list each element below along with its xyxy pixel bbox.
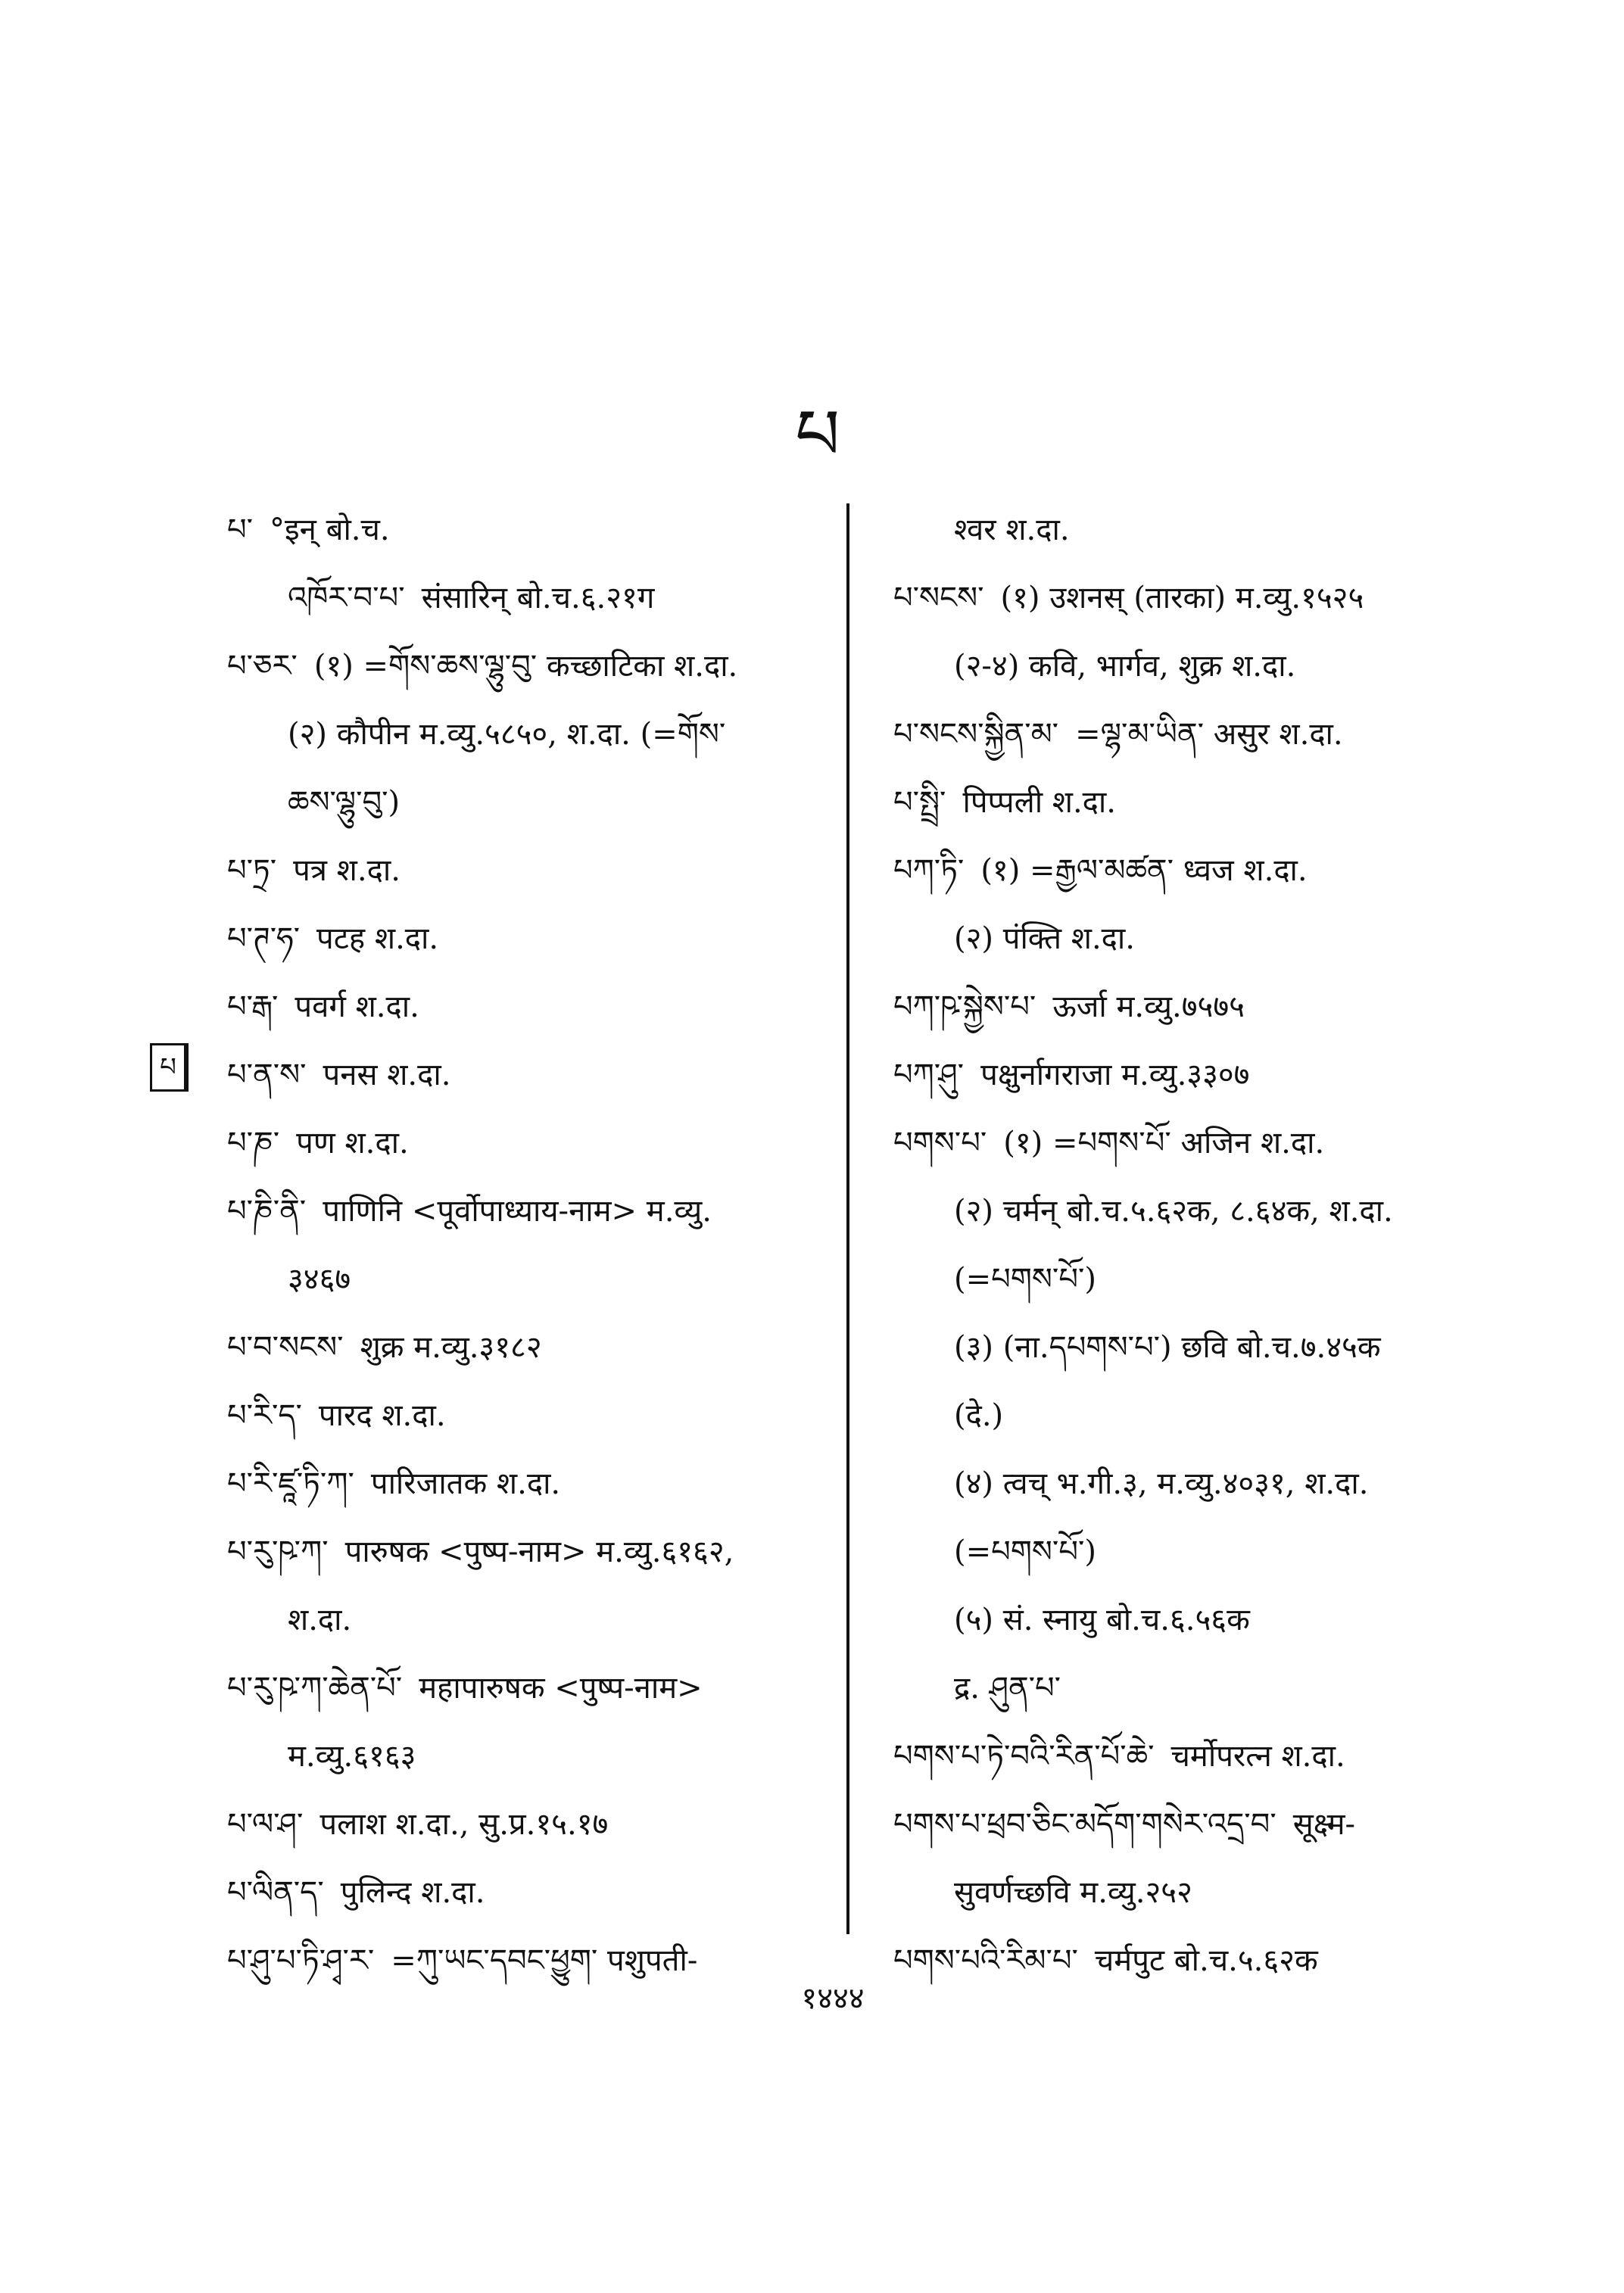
entry-continuation (893, 1245, 1484, 1313)
entry-continuation (227, 1722, 833, 1790)
entry-continuation (893, 1313, 1484, 1382)
entry-definition: पाणिनि <पूर्वोपाध्याय-नाम> म.व्यु. (323, 1194, 712, 1229)
entry-headword: པ་སྤྲི་ (893, 785, 946, 820)
entry-definition: पटह श.दा. (316, 921, 439, 956)
entry-headword: པ་རི་ད་ (227, 1398, 302, 1433)
entry-definition: सुवर्णच्छवि म.व्यु.२५२ (954, 1875, 1192, 1910)
entry-definition: द्र. ཤུན་པ་ (954, 1671, 1061, 1706)
entry-definition: पारिजातक श.दा. (370, 1466, 561, 1501)
entry-line (227, 564, 833, 632)
entry-headword: པ་སངས་ (893, 581, 984, 615)
entry-continuation (893, 1654, 1484, 1722)
entry-headword: པ་རྒ་ (227, 989, 279, 1024)
entry-headword: པཀ་ཥ་སྐྱེས་པ་ (893, 989, 1036, 1024)
entry-definition: सूक्ष्म- (1292, 1807, 1356, 1842)
entry-line (227, 1518, 833, 1586)
entry-headword: པགས་པ་ཏེ་བའི་རིན་པོ་ཆེ་ (893, 1739, 1155, 1774)
entry-line (893, 1722, 1484, 1790)
entry-definition: पवर्ग श.दा. (295, 989, 419, 1024)
entry-definition: शुक्र म.व्यु.३१८२ (360, 1330, 542, 1365)
entry-continuation (227, 1245, 833, 1313)
entry-line (227, 1790, 833, 1858)
entry-definition: (२) चर्मन् बो.च.५.६२क, ८.६४क, श.दा. (954, 1194, 1393, 1229)
entry-line (227, 973, 833, 1041)
entry-line (893, 1790, 1484, 1858)
entry-line (227, 905, 833, 973)
entry-continuation (893, 1177, 1484, 1245)
entry-line (893, 700, 1484, 768)
entry-line (893, 564, 1484, 632)
entry-headword: པ་ཊ་ཧ་ (227, 921, 301, 956)
entry-definition: (=པགས་པོ་) (954, 1262, 1096, 1297)
entry-definition: पत्र श.दा. (293, 853, 401, 888)
entry-line (227, 1927, 833, 1995)
entry-headword: པ་ན་ས་ (227, 1058, 307, 1092)
entry-definition: °इन् बो.च. (270, 512, 390, 547)
entry-line (227, 1654, 833, 1722)
entry-headword: པགས་པ་ (893, 1126, 987, 1161)
entry-definition: ऊर्जा म.व्यु.७५७५ (1052, 989, 1245, 1024)
entry-headword: པ་རི་ཛཱ་ཏི་ཀ་ (227, 1466, 354, 1501)
entry-continuation (893, 1586, 1484, 1654)
entry-definition: (२) कौपीन म.व्यु.५८५०, श.दा. (=གོས་ (288, 717, 726, 752)
entry-definition: पारद श.दा. (318, 1398, 446, 1433)
entry-line (893, 837, 1484, 905)
entry-definition: पनस श.दा. (323, 1058, 451, 1092)
column-divider (846, 503, 849, 1934)
entry-headword: པ་ཎི་ནི་ (227, 1194, 307, 1229)
entry-definition: चर्मपुट बो.च.५.६२क (1094, 1943, 1318, 1978)
entry-continuation (893, 1382, 1484, 1450)
entry-definition: चर्मोपरत्न श.दा. (1170, 1739, 1345, 1774)
entry-line (227, 632, 833, 700)
entry-line (227, 1109, 833, 1177)
entry-definition: पिप्पली श.दा. (962, 785, 1116, 820)
entry-line (227, 1450, 833, 1518)
entry-headword: པ་རུ་ཥ་ཀ་ (227, 1534, 329, 1569)
entry-line (893, 973, 1484, 1041)
entry-headword: པ་རུ་ཥ་ཀ་ཆེན་པོ་ (227, 1671, 403, 1706)
right-column (893, 496, 1484, 1995)
entry-continuation (893, 1450, 1484, 1518)
entry-headword: པགས་པའི་རིམ་པ་ (893, 1943, 1078, 1978)
entry-line (227, 1858, 833, 1927)
entry-definition: महापारुषक <पुष्प-नाम> (419, 1671, 703, 1706)
entry-headword: པ་ལ་ཤ་ (227, 1807, 304, 1842)
entry-definition: =ཀུ་ཡང་དབང་ཕྱུག་ पशुपती- (391, 1943, 698, 1978)
entry-headword: པ་ལིན་ད་ (227, 1875, 324, 1910)
entry-definition: ३४६७ (288, 1262, 351, 1297)
entry-continuation (227, 700, 833, 768)
entry-headword: པ་ཤུ་པ་ཏི་ཤྭ་ར་ (227, 1943, 375, 1978)
entry-continuation (893, 1858, 1484, 1927)
entry-line (893, 1109, 1484, 1177)
entry-definition: श.दा. (288, 1603, 352, 1637)
entry-line (893, 1927, 1484, 1995)
entry-definition: पारुषक <पुष्प-नाम> म.व्यु.६१६२, (344, 1534, 734, 1569)
entry-headword: པཀ་ཏི་ (893, 853, 965, 888)
entry-definition: म.व्यु.६१६३ (288, 1739, 416, 1774)
entry-headword: པ་ (227, 512, 254, 547)
page-letter-heading: པ (795, 394, 840, 475)
entry-line (227, 1177, 833, 1245)
entry-continuation (227, 768, 833, 837)
entry-definition: (=པགས་པོ་) (954, 1534, 1096, 1569)
entry-definition: संसारिन् बो.च.६.२१ग (421, 581, 655, 615)
entry-definition: पलाश श.दा., सु.प्र.१५.१७ (320, 1807, 609, 1842)
entry-definition: पण श.दा. (296, 1126, 409, 1161)
entry-definition: ཆས་ལྷུ་བུ་) (288, 785, 401, 820)
entry-definition: (दे.) (954, 1398, 1004, 1433)
entry-line (227, 837, 833, 905)
entry-headword: པཀ་ཤུ་ (893, 1058, 965, 1092)
entry-line (227, 1382, 833, 1450)
entry-headword: པ་ཎ་ (227, 1126, 280, 1161)
entry-definition: श्वर श.दा. (954, 512, 1070, 547)
entry-definition: (४) त्वच् भ.गी.३, म.व्यु.४०३१, श.दा. (954, 1466, 1369, 1501)
left-column (227, 496, 833, 1995)
entry-continuation (893, 1518, 1484, 1586)
entry-definition: (२-४) कवि, भार्गव, शुक्र श.दा. (954, 649, 1296, 684)
entry-headword: འཁོར་བ་པ་ (288, 581, 405, 615)
margin-thumb-index: པ (150, 1043, 189, 1092)
entry-headword: པགས་པ་ཕྲབ་ཅིང་མདོག་གསེར་འདྲ་བ་ (893, 1807, 1276, 1842)
entry-definition: पुलिन्द श.दा. (340, 1875, 485, 1910)
entry-definition: (२) पंक्ति श.दा. (954, 921, 1135, 956)
entry-definition: (१) उशनस् (तारका) म.व्यु.१५२५ (1000, 581, 1364, 615)
entry-definition: (१) =གོས་ཆས་ལྷུ་བུ་ कच्छाटिका श.दा. (313, 649, 738, 684)
entry-continuation (893, 632, 1484, 700)
entry-headword: པ་ཏྲ་ (227, 853, 277, 888)
entry-definition: (३) (ना.དཔགས་པ་) छवि बो.च.७.४५क (954, 1330, 1381, 1365)
entry-definition: पक्षुर्नागराजा म.व्यु.३३०७ (980, 1058, 1250, 1092)
entry-line (893, 768, 1484, 837)
entry-continuation (893, 905, 1484, 973)
entry-headword: པ་ཅར་ (227, 649, 298, 684)
page-number: १४४४ (801, 1981, 865, 2016)
entry-headword: པ་སངས་སྐྱིན་མ་ (893, 717, 1059, 752)
entry-definition: (१) =རྒྱལ་མཚན་ ध्वज श.दा. (980, 853, 1308, 888)
entry-definition: (५) सं. स्नायु बो.च.६.५६क (954, 1603, 1250, 1637)
entry-headword: པ་བ་སངས་ (227, 1330, 344, 1365)
entry-definition: =ལྷ་མ་ཡིན་ असुर श.दा. (1075, 717, 1343, 752)
entry-line (227, 1313, 833, 1382)
entry-continuation (893, 496, 1484, 564)
entry-line (227, 496, 833, 564)
entry-continuation (227, 1586, 833, 1654)
entry-line (893, 1041, 1484, 1109)
entry-definition: (१) =པགས་པོ་ अजिन श.दा. (1003, 1126, 1325, 1161)
entry-line (227, 1041, 833, 1109)
